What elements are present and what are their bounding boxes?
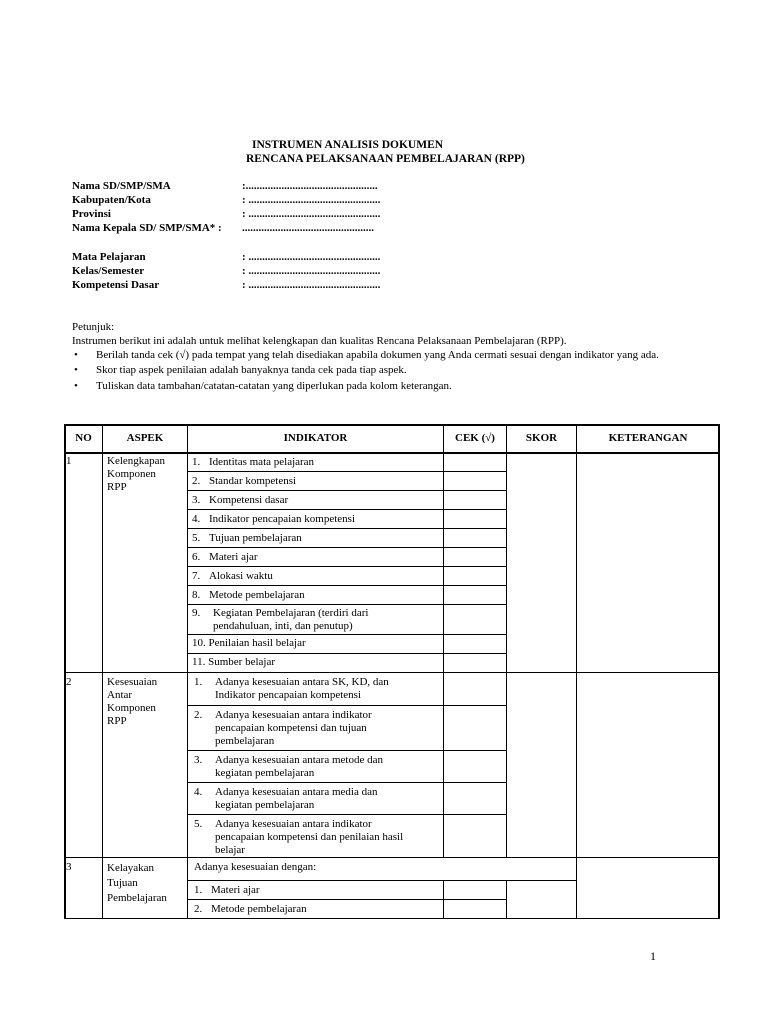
instructions-intro: Instrumen berikut ini adalah untuk melihat kelengkapan dan kualitas Rencana Pelaksanaan Pembelajaran (RPP). [72, 335, 567, 347]
field-school-name[interactable] [72, 180, 378, 192]
field-label: Kabupaten/Kota [72, 194, 151, 206]
indicator-item: 1. Adanya kesesuaian antara SK, KD, dan Indikator pencapaian kompetensi [194, 676, 389, 701]
field-label: Kompetensi Dasar [72, 279, 160, 291]
indicator-item: 1. Materi ajar [194, 884, 260, 896]
document-title-line1: INSTRUMEN ANALISIS DOKUMEN [252, 139, 444, 151]
field-value: :................................................ [242, 180, 378, 192]
indicator-item: 2. Metode pembelajaran [194, 903, 307, 915]
indicator-item: 6. Materi ajar [192, 551, 258, 563]
assessment-table [64, 424, 720, 919]
row-number: 1 [66, 455, 72, 467]
column-header-check: CEK (√) [455, 432, 495, 444]
indicator-item: 4. Indikator pencapaian kompetensi [192, 513, 356, 525]
field-label: Nama SD/SMP/SMA [72, 180, 171, 192]
field-class-semester[interactable] [72, 265, 380, 277]
column-header-indicator: INDIKATOR [283, 432, 348, 444]
field-value: : ................................................ [242, 265, 381, 277]
aspect-label: Kelayakan Tujuan Pembelajaran [107, 862, 167, 904]
indicator-item: 2. Adanya kesesuaian antara indikator pencapaian kompetensi dan tujuan pembelajaran [194, 709, 372, 747]
indicator-item: 4. Adanya kesesuaian antara media dan kegiatan pembelajaran [194, 786, 378, 811]
instructions-heading: Petunjuk: [72, 321, 115, 333]
field-value: ................................................ [242, 222, 374, 234]
indicator-intro: Adanya kesesuaian dengan: [194, 861, 317, 873]
indicator-item: 1. Identitas mata pelajaran [192, 456, 315, 468]
bullet-icon: • [74, 364, 78, 376]
list-item: • Skor tiap aspek penilaian adalah banyaknya tanda cek pada tiap aspek. [74, 364, 407, 376]
field-label: Nama Kepala SD/ SMP/SMA* : [72, 222, 222, 234]
indicator-item: 3. Kompetensi dasar [192, 494, 289, 506]
field-basic-competency[interactable] [72, 279, 380, 291]
bullet-icon: • [74, 349, 78, 361]
column-header-notes: KETERANGAN [608, 432, 688, 444]
instructions [72, 320, 720, 393]
list-item: • Berilah tanda cek (√) pada tempat yang telah disediakan apabila dokumen yang Anda cermati sesuai dengan indikator yang ada. [74, 349, 659, 361]
field-value: : ................................................ [242, 279, 381, 291]
aspect-label: Kesesuaian Antar Komponen RPP [107, 676, 158, 727]
field-value: : ................................................ [242, 194, 381, 206]
field-value: : ................................................ [242, 208, 381, 220]
indicator-item: 8. Metode pembelajaran [192, 589, 305, 601]
indicator-item: 5. Tujuan pembelajaran [192, 532, 302, 544]
indicator-item: 5. Adanya kesesuaian antara indikator pencapaian kompetensi dan penilaian hasil belajar [194, 818, 404, 856]
field-label: Kelas/Semester [72, 265, 145, 277]
field-label: Mata Pelajaran [72, 251, 146, 263]
bullet-icon: • [74, 380, 78, 392]
column-header-aspect: ASPEK [126, 432, 164, 444]
indicator-item: 3. Adanya kesesuaian antara metode dan kegiatan pembelajaran [194, 754, 383, 779]
indicator-item: 10. Penilaian hasil belajar [192, 637, 306, 649]
document-title-line2: RENCANA PELAKSANAAN PEMBELAJARAN (RPP) [246, 153, 525, 165]
field-subject[interactable] [72, 251, 380, 263]
instructions-list [72, 348, 720, 393]
field-label: Provinsi [72, 208, 111, 220]
field-principal-name[interactable] [72, 222, 374, 234]
indicator-item: 7. Alokasi waktu [192, 570, 273, 582]
list-item: • Tuliskan data tambahan/catatan-catatan yang diperlukan pada kolom keterangan. [74, 380, 452, 392]
indicator-item: 2. Standar kompetensi [192, 475, 297, 487]
page-number: 1 [650, 949, 656, 963]
field-regency[interactable] [72, 194, 380, 206]
row-number: 3 [66, 861, 72, 873]
field-province[interactable] [72, 208, 380, 220]
indicator-item: 9. Kegiatan Pembelajaran (terdiri dari pendahuluan, inti, dan penutup) [192, 607, 369, 632]
column-header-score: SKOR [525, 432, 558, 444]
field-value: : ................................................ [242, 251, 381, 263]
indicator-item: 11. Sumber belajar [192, 656, 275, 668]
row-number: 2 [66, 676, 72, 688]
column-header-no: NO [75, 432, 92, 444]
aspect-label: Kelengkapan Komponen RPP [107, 455, 166, 493]
